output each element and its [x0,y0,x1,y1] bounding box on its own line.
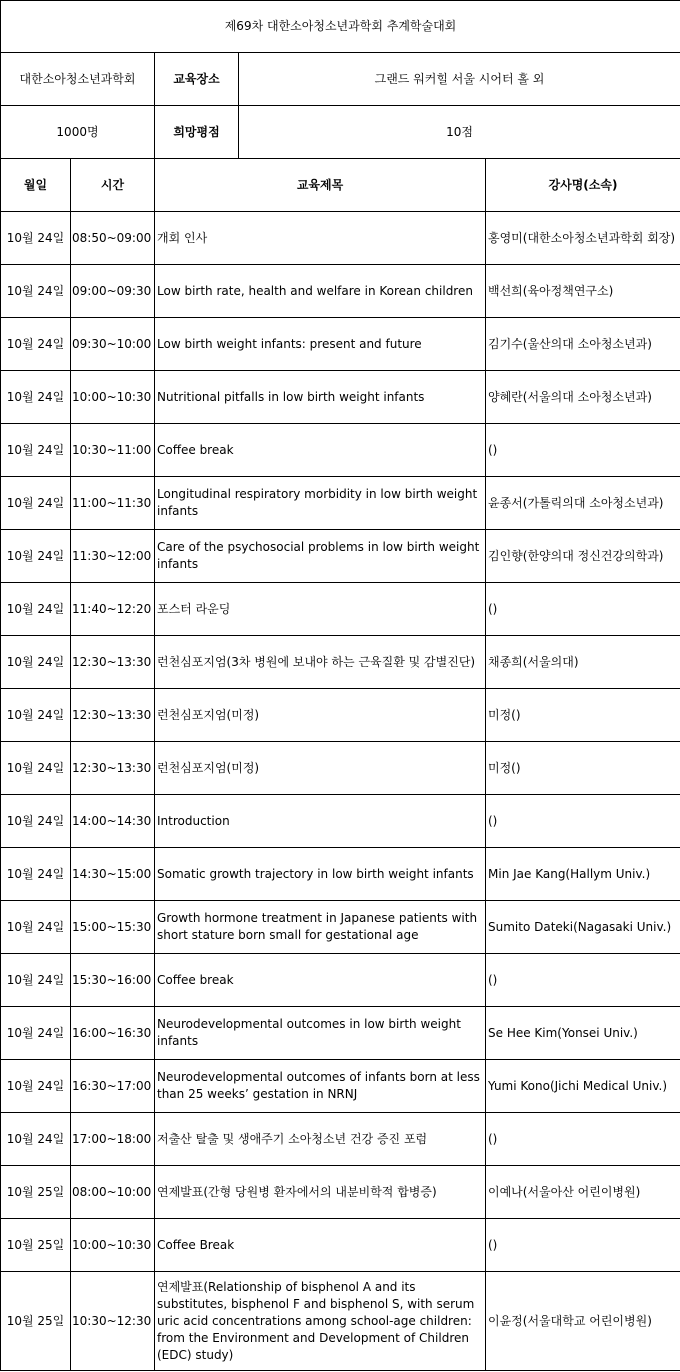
row-date: 10월 24일 [1,636,71,689]
row-time: 11:30~12:00 [71,530,155,583]
row-lecturer: Min Jae Kang(Hallym Univ.) [486,848,680,901]
column-header-time: 시간 [71,159,155,212]
venue-row [1,53,680,106]
row-lecturer: Sumito Dateki(Nagasaki Univ.) [486,901,680,954]
score-value: 10점 [239,106,680,159]
row-date: 10월 24일 [1,212,71,265]
row-lecturer: 김기수(울산의대 소아청소년과) [486,318,680,371]
row-date: 10월 24일 [1,371,71,424]
row-time: 12:30~13:30 [71,742,155,795]
row-subject: Longitudinal respiratory morbidity in low birth weight infants [155,477,486,530]
row-time: 10:00~10:30 [71,371,155,424]
row-subject: Neurodevelopmental outcomes in low birth weight infants [155,1007,486,1060]
venue-label: 교육장소 [155,53,239,106]
row-lecturer: 김인향(한양의대 정신건강의학과) [486,530,680,583]
row-time: 12:30~13:30 [71,689,155,742]
row-time: 08:00~10:00 [71,1166,155,1219]
table-row [1,1113,680,1166]
row-lecturer: () [486,424,680,477]
row-date: 10월 24일 [1,1007,71,1060]
row-subject: 포스터 라운딩 [155,583,486,636]
row-time: 11:40~12:20 [71,583,155,636]
row-time: 15:30~16:00 [71,954,155,1007]
row-time: 16:00~16:30 [71,1007,155,1060]
row-time: 17:00~18:00 [71,1113,155,1166]
table-row [1,742,680,795]
row-subject: 런천심포지엄(미정) [155,742,486,795]
row-date: 10월 24일 [1,742,71,795]
row-date: 10월 24일 [1,1060,71,1113]
row-lecturer: () [486,583,680,636]
table-row [1,636,680,689]
table-row [1,1060,680,1113]
row-lecturer: 윤종서(가톨릭의대 소아청소년과) [486,477,680,530]
row-date: 10월 24일 [1,477,71,530]
row-lecturer: Yumi Kono(Jichi Medical Univ.) [486,1060,680,1113]
column-header-subject: 교육제목 [155,159,486,212]
row-time: 08:50~09:00 [71,212,155,265]
row-time: 11:00~11:30 [71,477,155,530]
row-date: 10월 24일 [1,795,71,848]
row-subject: Care of the psychosocial problems in low birth weight infants [155,530,486,583]
capacity-value: 1000명 [1,106,155,159]
table-row [1,1272,680,1371]
row-date: 10월 25일 [1,1166,71,1219]
table-row [1,1219,680,1272]
row-time: 14:30~15:00 [71,848,155,901]
row-date: 10월 25일 [1,1272,71,1371]
row-subject: 저출산 탈출 및 생애주기 소아청소년 건강 증진 포럼 [155,1113,486,1166]
row-subject: Coffee break [155,954,486,1007]
row-subject: Coffee Break [155,1219,486,1272]
row-subject: 연제발표(간형 당원병 환자에서의 내분비학적 합병증) [155,1166,486,1219]
row-date: 10월 24일 [1,689,71,742]
row-date: 10월 24일 [1,265,71,318]
table-row [1,530,680,583]
title-row [1,1,680,53]
row-subject: 개회 인사 [155,212,486,265]
row-subject: Nutritional pitfalls in low birth weight infants [155,371,486,424]
table-row [1,318,680,371]
row-subject: Low birth rate, health and welfare in Korean children [155,265,486,318]
row-time: 10:30~11:00 [71,424,155,477]
row-lecturer: () [486,795,680,848]
table-row [1,371,680,424]
row-time: 10:00~10:30 [71,1219,155,1272]
row-subject: Low birth weight infants: present and future [155,318,486,371]
table-row [1,212,680,265]
column-header-row [1,159,680,212]
row-time: 12:30~13:30 [71,636,155,689]
row-time: 14:00~14:30 [71,795,155,848]
row-date: 10월 24일 [1,318,71,371]
row-subject: Neurodevelopmental outcomes of infants born at less than 25 weeks’ gestation in NRNJ [155,1060,486,1113]
row-subject: 런천심포지엄(3차 병원에 보내야 하는 근육질환 및 감별진단) [155,636,486,689]
table-row [1,954,680,1007]
table-row [1,1166,680,1219]
row-lecturer: () [486,1219,680,1272]
row-lecturer: () [486,954,680,1007]
table-row [1,1007,680,1060]
row-date: 10월 24일 [1,1113,71,1166]
row-subject: Somatic growth trajectory in low birth weight infants [155,848,486,901]
row-lecturer: 이예나(서울아산 어린이병원) [486,1166,680,1219]
row-time: 09:00~09:30 [71,265,155,318]
row-subject: 런천심포지엄(미정) [155,689,486,742]
row-time: 10:30~12:30 [71,1272,155,1371]
row-lecturer: 채종희(서울의대) [486,636,680,689]
row-subject: Coffee break [155,424,486,477]
row-time: 15:00~15:30 [71,901,155,954]
row-lecturer: 홍영미(대한소아청소년과학회 회장) [486,212,680,265]
row-lecturer: 이윤정(서울대학교 어린이병원) [486,1272,680,1371]
row-date: 10월 24일 [1,424,71,477]
row-date: 10월 24일 [1,583,71,636]
table-row [1,477,680,530]
organizer-value: 대한소아청소년과학회 [1,53,155,106]
table-row [1,265,680,318]
row-lecturer: () [486,1113,680,1166]
row-lecturer: 양혜란(서울의대 소아청소년과) [486,371,680,424]
table-row [1,583,680,636]
row-lecturer: 백선희(육아정책연구소) [486,265,680,318]
table-row [1,424,680,477]
table-row [1,901,680,954]
column-header-date: 월일 [1,159,71,212]
row-subject: Growth hormone treatment in Japanese patients with short stature born small for gestational age [155,901,486,954]
column-header-lecturer: 강사명(소속) [486,159,680,212]
row-lecturer: 미정() [486,742,680,795]
row-subject: Introduction [155,795,486,848]
row-date: 10월 24일 [1,901,71,954]
row-date: 10월 24일 [1,954,71,1007]
venue-value: 그랜드 워커힐 서울 시어터 홀 외 [239,53,680,106]
table-row [1,795,680,848]
score-label: 희망평점 [155,106,239,159]
row-lecturer: 미정() [486,689,680,742]
table-row [1,848,680,901]
row-date: 10월 25일 [1,1219,71,1272]
row-time: 16:30~17:00 [71,1060,155,1113]
row-lecturer: Se Hee Kim(Yonsei Univ.) [486,1007,680,1060]
score-row [1,106,680,159]
row-subject: 연제발표(Relationship of bisphenol A and its substitutes, bisphenol F and bisphenol S, with serum uric acid concentrations among school-age children: from the Environment and Development of Children (EDC) study) [155,1272,486,1371]
conference-title: 제69차 대한소아청소년과학회 추계학술대회 [1,1,680,53]
row-time: 09:30~10:00 [71,318,155,371]
table-row [1,689,680,742]
row-date: 10월 24일 [1,530,71,583]
row-date: 10월 24일 [1,848,71,901]
